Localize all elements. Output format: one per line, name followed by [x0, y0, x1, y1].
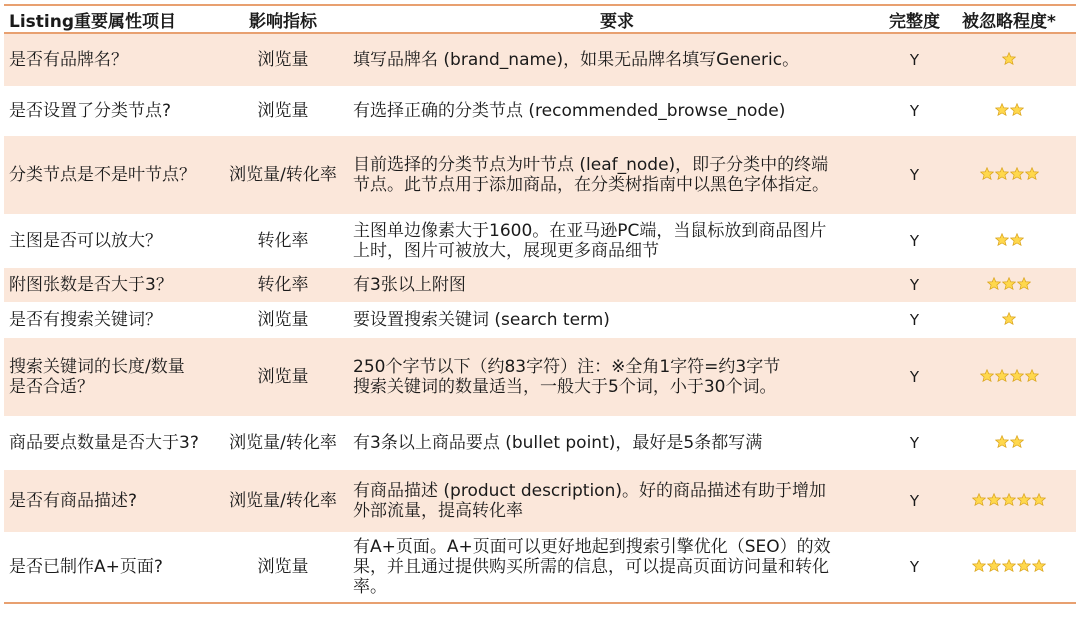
star-rating	[995, 103, 1024, 116]
star-icon	[1017, 559, 1031, 572]
requirement-cell: 有3张以上附图	[353, 275, 466, 295]
star-icon	[1002, 493, 1016, 506]
star-rating	[980, 369, 1039, 382]
metric-cell: 浏览量	[257, 310, 309, 330]
star-icon	[1025, 369, 1039, 382]
ignored-rating	[942, 557, 1076, 577]
ignored-rating	[942, 165, 1076, 185]
ignored-rating	[942, 50, 1076, 70]
completeness-cell: Y	[909, 558, 920, 576]
metric-cell: 转化率	[257, 275, 309, 295]
star-icon	[1017, 493, 1031, 506]
table-row	[4, 416, 1076, 470]
star-icon	[1032, 493, 1046, 506]
table-row	[4, 532, 1076, 604]
requirement-cell: 250个字节以下（约83字符）注：※全角1字符=约3字节 搜索关键词的数量适当，一般大于5个词，小于30个词。	[353, 357, 781, 397]
ignored-rating	[942, 275, 1076, 295]
metric-cell: 浏览量	[257, 367, 309, 387]
item-cell: 是否设置了分类节点?	[9, 101, 172, 121]
star-icon	[987, 559, 1001, 572]
star-rating	[972, 493, 1046, 506]
requirement-cell: 有选择正确的分类节点 (recommended_browse_node)	[353, 101, 786, 121]
star-icon	[1002, 559, 1016, 572]
star-icon	[980, 167, 994, 180]
star-icon	[995, 167, 1009, 180]
completeness-cell: Y	[909, 368, 920, 386]
star-icon	[995, 103, 1009, 116]
table-row	[4, 268, 1076, 302]
table-row	[4, 136, 1076, 214]
ignored-rating	[942, 231, 1076, 251]
star-rating	[987, 277, 1031, 290]
completeness-cell: Y	[909, 311, 920, 329]
star-rating	[972, 559, 1046, 572]
star-icon	[995, 233, 1009, 246]
star-icon	[987, 277, 1001, 290]
item-cell: 主图是否可以放大？	[9, 231, 162, 251]
header-completeness: 完整度	[889, 11, 940, 32]
metric-cell: 浏览量	[257, 50, 309, 70]
completeness-cell: Y	[909, 51, 920, 69]
star-icon	[1010, 233, 1024, 246]
header-requirement: 要求	[600, 11, 634, 32]
star-icon	[1002, 312, 1016, 325]
completeness-cell: Y	[909, 434, 920, 452]
item-cell: 是否有商品描述?	[9, 491, 138, 511]
star-rating	[995, 435, 1024, 448]
star-rating	[980, 167, 1039, 180]
metric-cell: 转化率	[257, 231, 309, 251]
metric-cell: 浏览量/转化率	[229, 491, 337, 511]
metric-cell: 浏览量	[257, 101, 309, 121]
completeness-cell: Y	[909, 102, 920, 120]
item-cell: 分类节点是不是叶节点？	[9, 165, 196, 185]
header-ignored: 被忽略程度*	[962, 11, 1056, 32]
table-row	[4, 302, 1076, 338]
metric-cell: 浏览量	[257, 557, 309, 577]
requirement-cell: 有A+页面。A+页面可以更好地起到搜索引擎优化（SEO）的效 果，并且通过提供购买所需的信息，可以提高页面访问量和转化 率。	[353, 537, 831, 597]
ignored-rating	[942, 367, 1076, 387]
header-metric: 影响指标	[249, 11, 317, 32]
star-icon	[1025, 167, 1039, 180]
star-icon	[995, 369, 1009, 382]
star-icon	[1010, 103, 1024, 116]
listing-table	[4, 4, 1076, 604]
table-row	[4, 34, 1076, 86]
table-body	[4, 34, 1076, 604]
requirement-cell: 目前选择的分类节点为叶节点 (leaf_node)，即子分类中的终端 节点。此节点用于添加商品，在分类树指南中以黑色字体指定。	[353, 155, 829, 195]
star-rating	[1002, 312, 1016, 325]
star-icon	[972, 493, 986, 506]
star-rating	[1002, 52, 1016, 65]
star-icon	[980, 369, 994, 382]
table-row	[4, 214, 1076, 268]
star-icon	[1010, 435, 1024, 448]
requirement-cell: 主图单边像素大于1600。在亚马逊PC端，当鼠标放到商品图片 上时，图片可被放大，展现更多商品细节	[353, 221, 827, 261]
metric-cell: 浏览量/转化率	[229, 433, 337, 453]
requirement-cell: 要设置搜索关键词 (search term)	[353, 310, 610, 330]
completeness-cell: Y	[909, 276, 920, 294]
header-item: Listing重要属性项目	[9, 11, 177, 32]
star-icon	[1032, 559, 1046, 572]
ignored-rating	[942, 310, 1076, 330]
item-cell: 是否有品牌名？	[9, 50, 128, 70]
star-rating	[995, 233, 1024, 246]
metric-cell: 浏览量/转化率	[229, 165, 337, 185]
item-cell: 附图张数是否大于3？	[9, 275, 173, 295]
header-row	[4, 4, 1076, 34]
star-icon	[987, 493, 1001, 506]
completeness-cell: Y	[909, 492, 920, 510]
requirement-cell: 填写品牌名 (brand_name)，如果无品牌名填写Generic。	[353, 50, 800, 70]
item-cell: 是否有搜索关键词？	[9, 310, 162, 330]
completeness-cell: Y	[909, 232, 920, 250]
completeness-cell: Y	[909, 166, 920, 184]
star-icon	[995, 435, 1009, 448]
table-row	[4, 338, 1076, 416]
table-row	[4, 470, 1076, 532]
item-cell: 搜索关键词的长度/数量 是否合适？	[9, 357, 185, 397]
item-cell: 商品要点数量是否大于3?	[9, 433, 199, 453]
item-cell: 是否已制作A+页面?	[9, 557, 163, 577]
ignored-rating	[942, 101, 1076, 121]
requirement-cell: 有商品描述 (product description)。好的商品描述有助于增加 外部流量，提高转化率	[353, 481, 826, 521]
table-row	[4, 86, 1076, 136]
star-icon	[1010, 369, 1024, 382]
star-icon	[1002, 277, 1016, 290]
requirement-cell: 有3条以上商品要点 (bullet point)，最好是5条都写满	[353, 433, 763, 453]
star-icon	[1017, 277, 1031, 290]
star-icon	[1002, 52, 1016, 65]
star-icon	[1010, 167, 1024, 180]
ignored-rating	[942, 433, 1076, 453]
ignored-rating	[942, 491, 1076, 511]
star-icon	[972, 559, 986, 572]
